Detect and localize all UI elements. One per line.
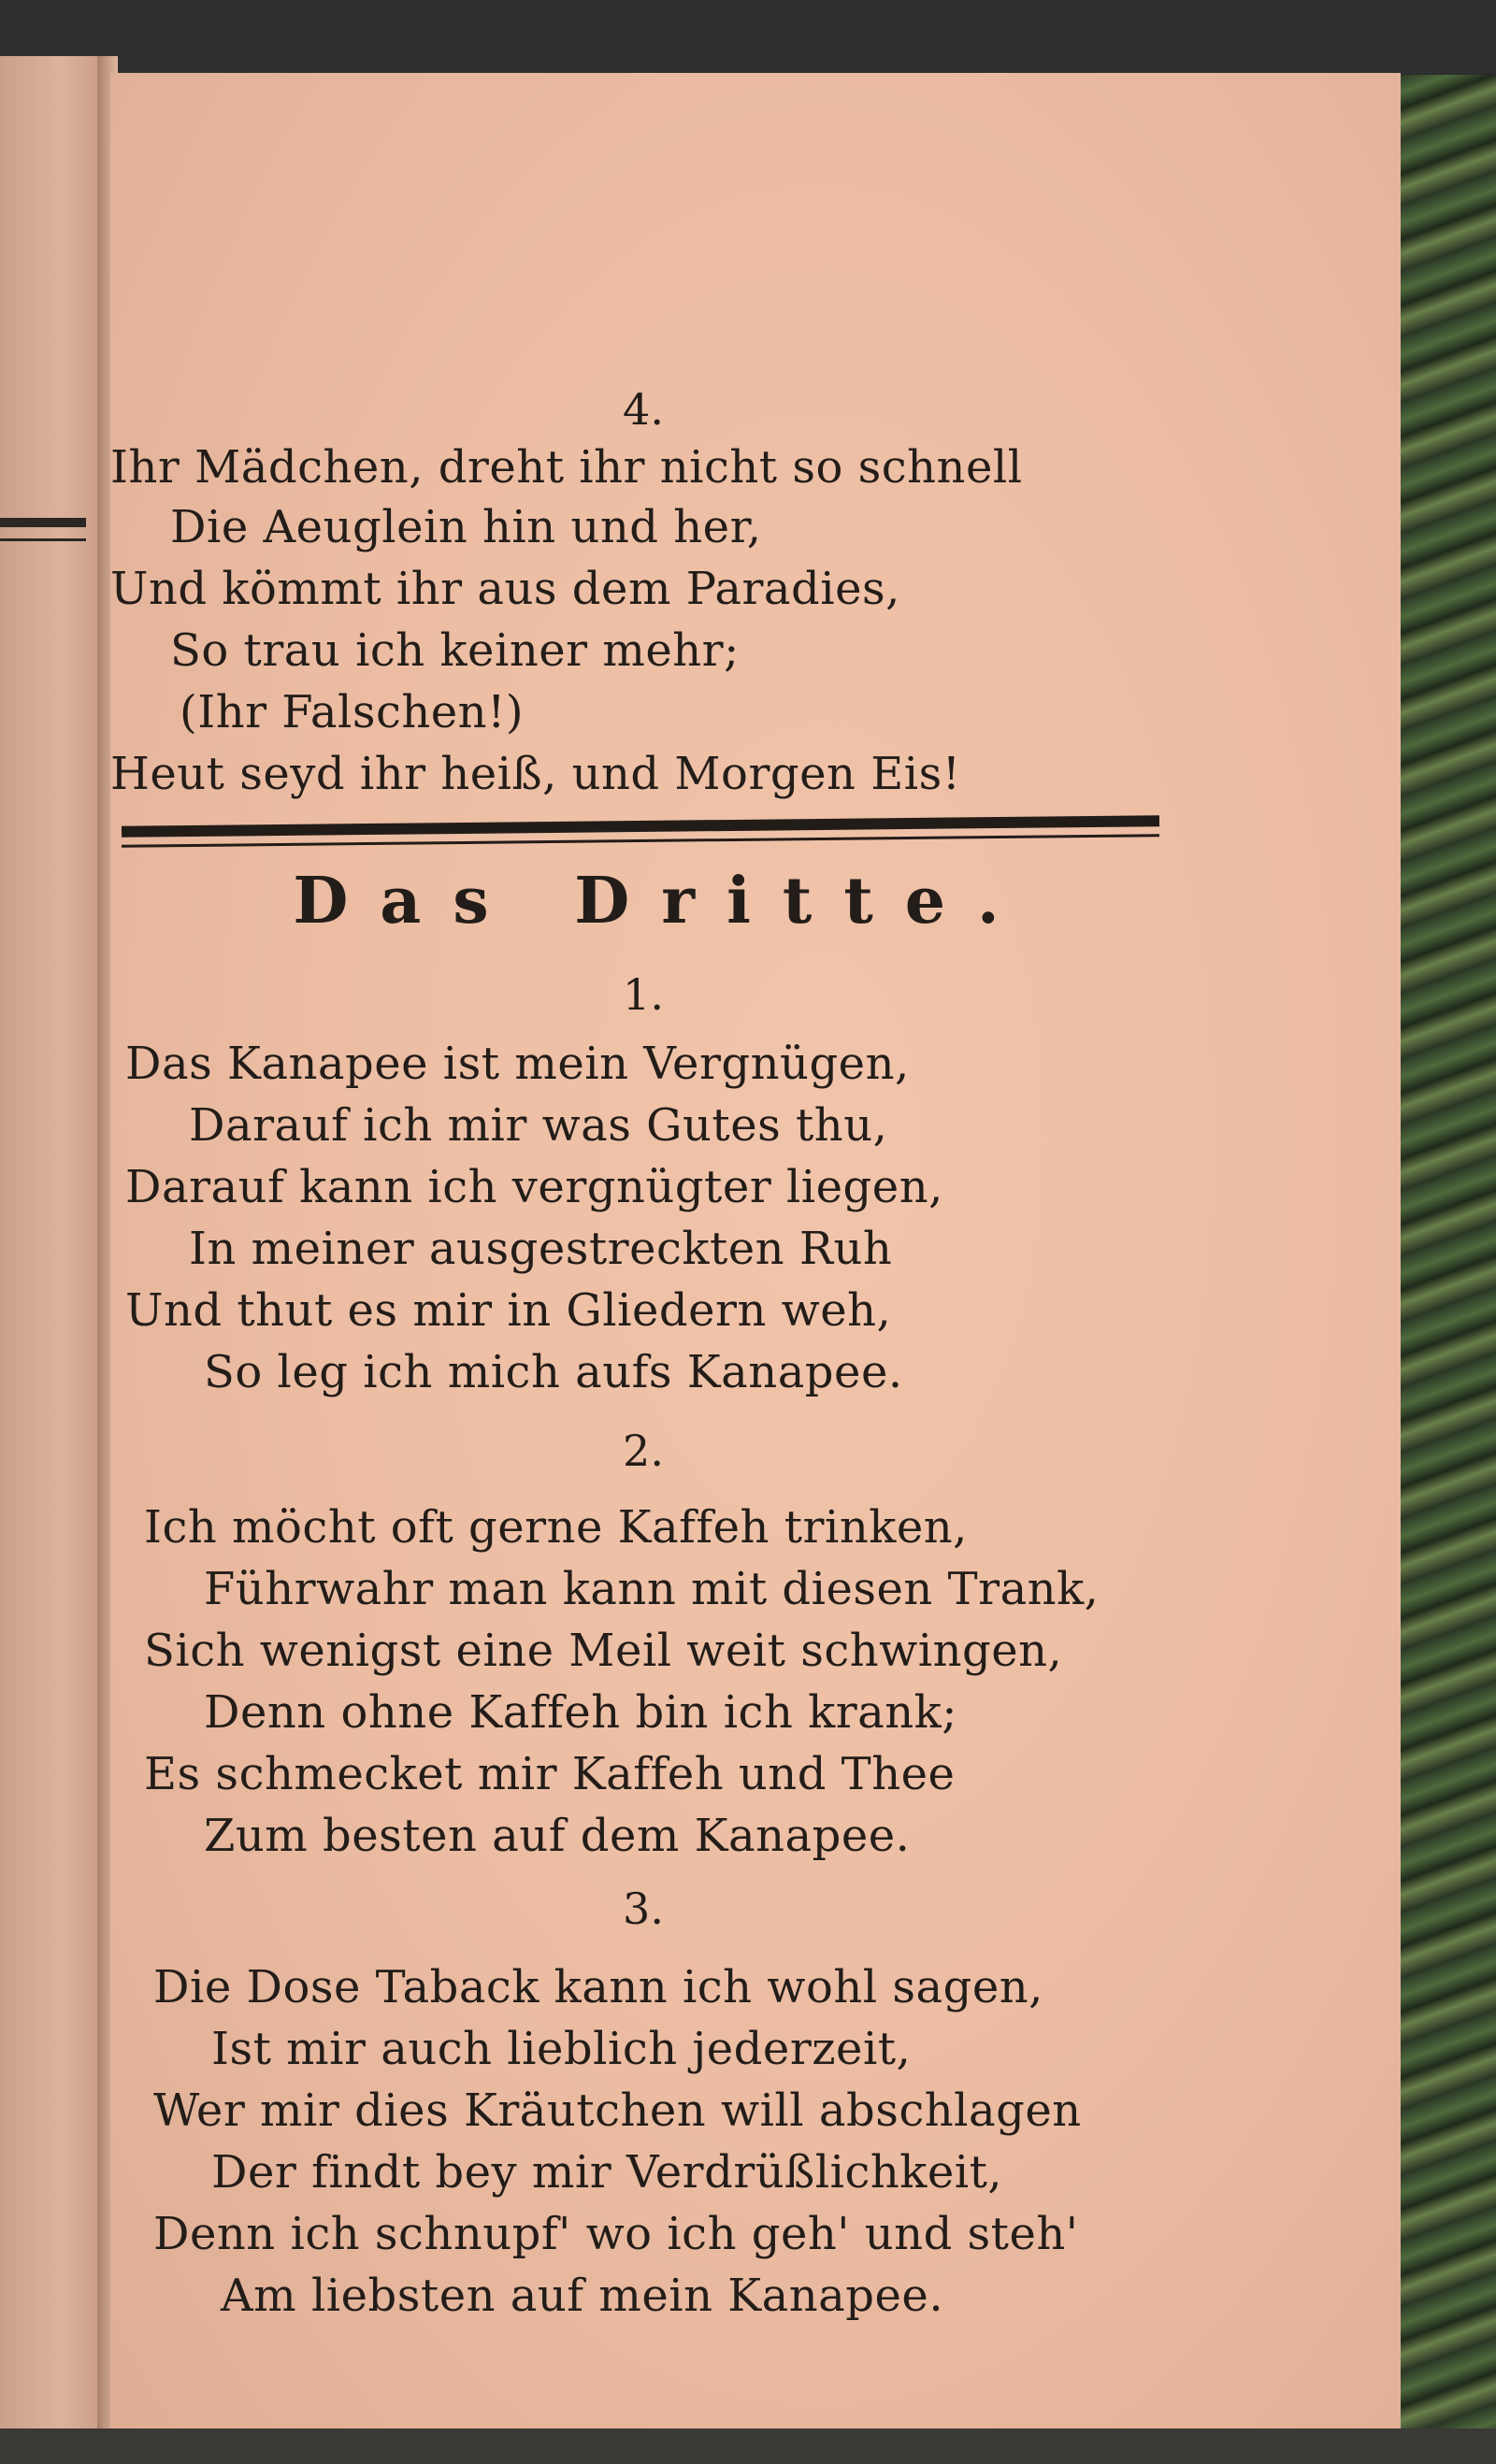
verse-line: Denn ich schnupf' wo ich geh' und steh' bbox=[153, 2208, 1079, 2260]
stanza-number: 4. bbox=[623, 384, 664, 435]
verse-line: Am liebsten auf mein Kanapee. bbox=[221, 2270, 944, 2322]
marbled-binding bbox=[1401, 75, 1496, 2430]
page-text bbox=[110, 73, 1401, 2428]
verse-line: Die Dose Taback kann ich wohl sagen, bbox=[153, 1961, 1043, 2013]
verse-line: Führwahr man kann mit diesen Trank, bbox=[204, 1563, 1100, 1615]
scan-background-bottom bbox=[0, 2428, 1496, 2464]
verse-line: Ist mir auch lieblich jederzeit, bbox=[211, 2023, 912, 2075]
stanza-number: 1. bbox=[623, 969, 664, 1020]
verse-line: Heut seyd ihr heiß, und Morgen Eis! bbox=[110, 748, 961, 800]
verse-line: Es schmecket mir Kaffeh und Thee bbox=[144, 1748, 956, 1800]
verse-line: So trau ich keiner mehr; bbox=[170, 624, 740, 677]
verse-line: Darauf ich mir was Gutes thu, bbox=[189, 1099, 888, 1152]
verse-line: Der findt bey mir Verdrüßlichkeit, bbox=[211, 2146, 1003, 2199]
section-divider bbox=[122, 815, 1159, 838]
verse-line: In meiner ausgestreckten Ruh bbox=[189, 1223, 893, 1275]
scan-background-top bbox=[0, 0, 1496, 73]
verse-line: Und kömmt ihr aus dem Paradies, bbox=[110, 563, 900, 615]
verse-line: Das Kanapee ist mein Vergnügen, bbox=[125, 1038, 910, 1090]
verse-line: Denn ohne Kaffeh bin ich krank; bbox=[204, 1686, 957, 1739]
book-page bbox=[110, 73, 1401, 2428]
stanza-number: 2. bbox=[623, 1425, 664, 1476]
verse-line: Darauf kann ich vergnügter liegen, bbox=[125, 1161, 943, 1213]
left-page-rule-thin bbox=[0, 538, 86, 541]
verse-line: So leg ich mich aufs Kanapee. bbox=[204, 1346, 903, 1398]
verse-line: Die Aeuglein hin und her, bbox=[170, 501, 762, 553]
left-page-rule bbox=[0, 518, 86, 527]
section-divider-thin bbox=[122, 834, 1159, 848]
verse-line: Zum besten auf dem Kanapee. bbox=[204, 1810, 911, 1862]
stanza-number: 3. bbox=[623, 1884, 664, 1934]
verse-line: (Ihr Falschen!) bbox=[180, 686, 525, 738]
section-title: Das Dritte. bbox=[293, 864, 1031, 938]
verse-line: Ihr Mädchen, dreht ihr nicht so schnell bbox=[110, 441, 1023, 494]
verse-line: Sich wenigst eine Meil weit schwingen, bbox=[144, 1625, 1063, 1677]
verse-line: Und thut es mir in Gliedern weh, bbox=[125, 1284, 892, 1337]
verse-line: Wer mir dies Kräutchen will abschlagen bbox=[153, 2084, 1082, 2137]
verse-line: Ich möcht oft gerne Kaffeh trinken, bbox=[144, 1501, 968, 1554]
